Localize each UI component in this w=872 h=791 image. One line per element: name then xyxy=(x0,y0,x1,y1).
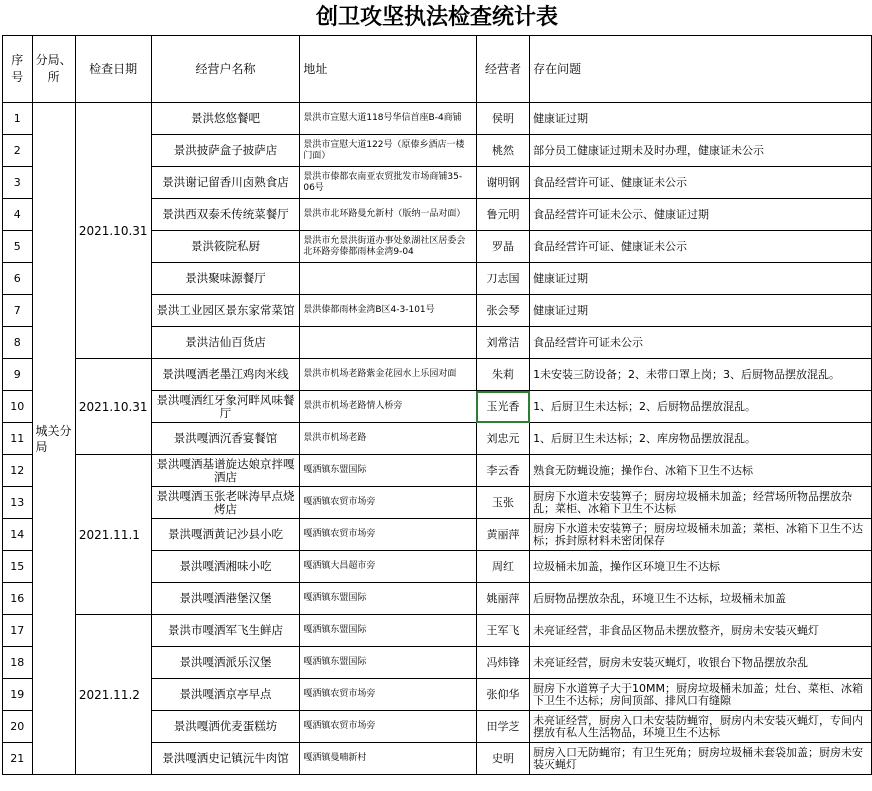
cell-operator[interactable]: 刘常洁 xyxy=(476,327,529,359)
cell-operator[interactable]: 刘忠元 xyxy=(476,423,529,455)
cell-seq[interactable]: 6 xyxy=(3,263,33,295)
cell-issues[interactable]: 食品经营许可证、健康证未公示 xyxy=(530,167,872,199)
cell-address[interactable]: 景洪市北环路曼允新村（版纳一品对面） xyxy=(300,199,477,231)
table-row xyxy=(3,359,872,391)
cell-operator[interactable]: 周红 xyxy=(476,551,529,583)
cell-issues[interactable]: 未亮证经营，厨房入口未安装防蝇帘，厨房内未安装灭蝇灯，专间内摆放有私人生活物品，环境卫生不达标 xyxy=(530,711,872,743)
cell-operator[interactable]: 张仰华 xyxy=(476,679,529,711)
cell-issues[interactable]: 部分员工健康证过期未及时办理，健康证未公示 xyxy=(530,135,872,167)
cell-name[interactable]: 景洪嘎洒沉香宴餐馆 xyxy=(151,423,300,455)
cell-name[interactable]: 景洪工业园区景东家常菜馆 xyxy=(151,295,300,327)
cell-seq[interactable]: 18 xyxy=(3,647,33,679)
cell-operator[interactable]: 冯炜锋 xyxy=(476,647,529,679)
cell-operator[interactable]: 史明 xyxy=(476,743,529,775)
cell-operator[interactable]: 侯明 xyxy=(476,103,529,135)
header-name[interactable]: 经营户名称 xyxy=(151,36,300,103)
cell-seq[interactable]: 2 xyxy=(3,135,33,167)
cell-seq[interactable]: 3 xyxy=(3,167,33,199)
cell-name[interactable]: 景洪嘎洒史记镇沅牛肉馆 xyxy=(151,743,300,775)
cell-seq[interactable]: 14 xyxy=(3,519,33,551)
header-issues[interactable]: 存在问题 xyxy=(530,36,872,103)
cell-issues[interactable]: 厨房下水道箅子大于10MM；厨房垃圾桶未加盖；灶台、菜柜、冰箱下卫生不达标；房间顶部、排风口有缝隙 xyxy=(530,679,872,711)
cell-issues[interactable]: 1、后厨卫生未达标；2、后厨物品摆放混乱。 xyxy=(530,391,872,423)
cell-address[interactable]: 景洪市机场老路情人桥旁 xyxy=(300,391,477,423)
cell-seq[interactable]: 7 xyxy=(3,295,33,327)
cell-address[interactable] xyxy=(300,327,477,359)
cell-address[interactable]: 景洪市机场老路 xyxy=(300,423,477,455)
header-date[interactable]: 检查日期 xyxy=(75,36,151,103)
cell-address[interactable]: 嘎洒镇东盟国际 xyxy=(300,583,477,615)
cell-issues[interactable]: 厨房下水道未安装箅子；厨房垃圾桶未加盖；菜柜、冰箱下卫生不达标；拆封原材料未密闭保存 xyxy=(530,519,872,551)
cell-operator[interactable]: 李云香 xyxy=(476,455,529,487)
cell-name[interactable]: 景洪嘎洒老墨江鸡肉米线 xyxy=(151,359,300,391)
cell-address[interactable]: 嘎洒镇大昌超市旁 xyxy=(300,551,477,583)
cell-operator[interactable]: 玉张 xyxy=(476,487,529,519)
cell-issues[interactable]: 未亮证经营，非食品区物品未摆放整齐，厨房未安装灭蝇灯 xyxy=(530,615,872,647)
inspection-sheet xyxy=(2,0,872,775)
cell-name[interactable]: 景洪嘎洒京亭早点 xyxy=(151,679,300,711)
cell-address[interactable]: 景洪傣都雨林金湾B区4-3-101号 xyxy=(300,295,477,327)
cell-seq[interactable]: 17 xyxy=(3,615,33,647)
sheet-title: 创卫攻坚执法检查统计表 xyxy=(3,0,872,36)
cell-operator[interactable]: 谢明钢 xyxy=(476,167,529,199)
inspection-table xyxy=(2,0,872,775)
cell-seq[interactable]: 5 xyxy=(3,231,33,263)
cell-address[interactable]: 嘎洒镇东盟国际 xyxy=(300,615,477,647)
cell-seq[interactable]: 4 xyxy=(3,199,33,231)
header-bureau[interactable]: 分局、所 xyxy=(32,36,75,103)
cell-name[interactable]: 景洪嘎洒黄记沙县小吃 xyxy=(151,519,300,551)
cell-address[interactable]: 嘎洒镇农贸市场旁 xyxy=(300,487,477,519)
table-row xyxy=(3,455,872,487)
cell-name[interactable]: 景洪市嘎洒军飞生鲜店 xyxy=(151,615,300,647)
cell-address[interactable]: 景洪市宣慰大道118号华信首座B-4商铺 xyxy=(300,103,477,135)
cell-date[interactable]: 2021.10.31 xyxy=(75,359,151,455)
cell-operator[interactable]: 田学芝 xyxy=(476,711,529,743)
cell-name[interactable]: 景洪披萨盒子披萨店 xyxy=(151,135,300,167)
cell-issues[interactable]: 未亮证经营，厨房未安装灭蝇灯，收银台下物品摆放杂乱 xyxy=(530,647,872,679)
cell-operator[interactable]: 玉光香 xyxy=(476,391,529,423)
cell-issues[interactable]: 熟食无防蝇设施；操作台、冰箱下卫生不达标 xyxy=(530,455,872,487)
cell-seq[interactable]: 21 xyxy=(3,743,33,775)
header-seq[interactable]: 序号 xyxy=(3,36,33,103)
cell-name[interactable]: 景洪嘎洒基谱旋达娘京拌嘎洒店 xyxy=(151,455,300,487)
cell-operator[interactable]: 刀志国 xyxy=(476,263,529,295)
cell-seq[interactable]: 13 xyxy=(3,487,33,519)
cell-address[interactable]: 嘎洒镇农贸市场旁 xyxy=(300,711,477,743)
cell-operator[interactable]: 罗晶 xyxy=(476,231,529,263)
header-address[interactable]: 地址 xyxy=(300,36,477,103)
cell-date[interactable]: 2021.10.31 xyxy=(75,103,151,359)
table-row xyxy=(3,103,872,135)
cell-name[interactable]: 景洪嘎洒玉张老咪涛早点烧烤店 xyxy=(151,487,300,519)
cell-seq[interactable]: 19 xyxy=(3,679,33,711)
cell-operator[interactable]: 鲁元明 xyxy=(476,199,529,231)
header-row xyxy=(3,36,872,103)
cell-operator[interactable]: 王军飞 xyxy=(476,615,529,647)
cell-issues[interactable]: 垃圾桶未加盖，操作区环境卫生不达标 xyxy=(530,551,872,583)
cell-name[interactable]: 景洪嘎洒优麦蛋糕坊 xyxy=(151,711,300,743)
cell-operator[interactable]: 黄丽萍 xyxy=(476,519,529,551)
cell-seq[interactable]: 10 xyxy=(3,391,33,423)
cell-name[interactable]: 景洪筱院私厨 xyxy=(151,231,300,263)
cell-issues[interactable]: 1未安装三防设备；2、未带口罩上岗；3、后厨物品摆放混乱。 xyxy=(530,359,872,391)
cell-address[interactable]: 景洪市傣都农南亚农贸批发市场商铺35-06号 xyxy=(300,167,477,199)
cell-issues[interactable]: 厨房入口无防蝇帘；有卫生死角；厨房垃圾桶未套袋加盖；厨房未安装灭蝇灯 xyxy=(530,743,872,775)
cell-seq[interactable]: 1 xyxy=(3,103,33,135)
cell-name[interactable]: 景洪嘎洒红牙象河畔风味餐厅 xyxy=(151,391,300,423)
cell-seq[interactable]: 20 xyxy=(3,711,33,743)
cell-seq[interactable]: 15 xyxy=(3,551,33,583)
cell-name[interactable]: 景洪嘎洒港堡汉堡 xyxy=(151,583,300,615)
cell-operator[interactable]: 张会琴 xyxy=(476,295,529,327)
cell-address[interactable]: 嘎洒镇东盟国际 xyxy=(300,647,477,679)
cell-issues[interactable]: 健康证过期 xyxy=(530,103,872,135)
cell-address[interactable] xyxy=(300,263,477,295)
cell-address[interactable]: 景洪市宣慰大道122号（原傣乡酒店一楼门面） xyxy=(300,135,477,167)
cell-seq[interactable]: 8 xyxy=(3,327,33,359)
cell-issues[interactable]: 厨房下水道未安装箅子；厨房垃圾桶未加盖；经营场所物品摆放杂乱；菜柜、冰箱下卫生不达标 xyxy=(530,487,872,519)
cell-address[interactable]: 嘎洒镇曼喃新村 xyxy=(300,743,477,775)
cell-issues[interactable]: 后厨物品摆放杂乱，环境卫生不达标，垃圾桶未加盖 xyxy=(530,583,872,615)
cell-name[interactable]: 景洪西双泰禾传统菜餐厅 xyxy=(151,199,300,231)
cell-address[interactable]: 景洪市机场老路紫金花园水上乐园对面 xyxy=(300,359,477,391)
cell-date[interactable]: 2021.11.1 xyxy=(75,455,151,615)
cell-name[interactable]: 景洪嘎洒湘味小吃 xyxy=(151,551,300,583)
cell-name[interactable]: 景洪洁仙百货店 xyxy=(151,327,300,359)
cell-issues[interactable]: 健康证过期 xyxy=(530,295,872,327)
cell-seq[interactable]: 12 xyxy=(3,455,33,487)
cell-seq[interactable]: 11 xyxy=(3,423,33,455)
cell-seq[interactable]: 16 xyxy=(3,583,33,615)
cell-operator[interactable]: 朱莉 xyxy=(476,359,529,391)
cell-issues[interactable]: 1、后厨卫生未达标；2、库房物品摆放混乱。 xyxy=(530,423,872,455)
cell-name[interactable]: 景洪悠悠餐吧 xyxy=(151,103,300,135)
cell-issues[interactable]: 食品经营许可证未公示 xyxy=(530,327,872,359)
cell-operator[interactable]: 姚丽萍 xyxy=(476,583,529,615)
cell-name[interactable]: 景洪谢记留香川卤熟食店 xyxy=(151,167,300,199)
cell-issues[interactable]: 健康证过期 xyxy=(530,263,872,295)
cell-date[interactable]: 2021.11.2 xyxy=(75,615,151,775)
cell-name[interactable]: 景洪嘎洒派乐汉堡 xyxy=(151,647,300,679)
cell-name[interactable]: 景洪聚味源餐厅 xyxy=(151,263,300,295)
cell-address[interactable]: 景洪市允景洪街道办事处象湖社区居委会北环路旁傣都雨林金湾9-04 xyxy=(300,231,477,263)
header-operator[interactable]: 经营者 xyxy=(476,36,529,103)
table-row xyxy=(3,615,872,647)
cell-seq[interactable]: 9 xyxy=(3,359,33,391)
cell-issues[interactable]: 食品经营许可证未公示、健康证过期 xyxy=(530,199,872,231)
cell-address[interactable]: 嘎洒镇农贸市场旁 xyxy=(300,519,477,551)
cell-address[interactable]: 嘎洒镇农贸市场旁 xyxy=(300,679,477,711)
cell-address[interactable]: 嘎洒镇东盟国际 xyxy=(300,455,477,487)
cell-bureau[interactable]: 城关分局 xyxy=(32,103,75,775)
cell-operator[interactable]: 桃然 xyxy=(476,135,529,167)
cell-issues[interactable]: 食品经营许可证、健康证未公示 xyxy=(530,231,872,263)
